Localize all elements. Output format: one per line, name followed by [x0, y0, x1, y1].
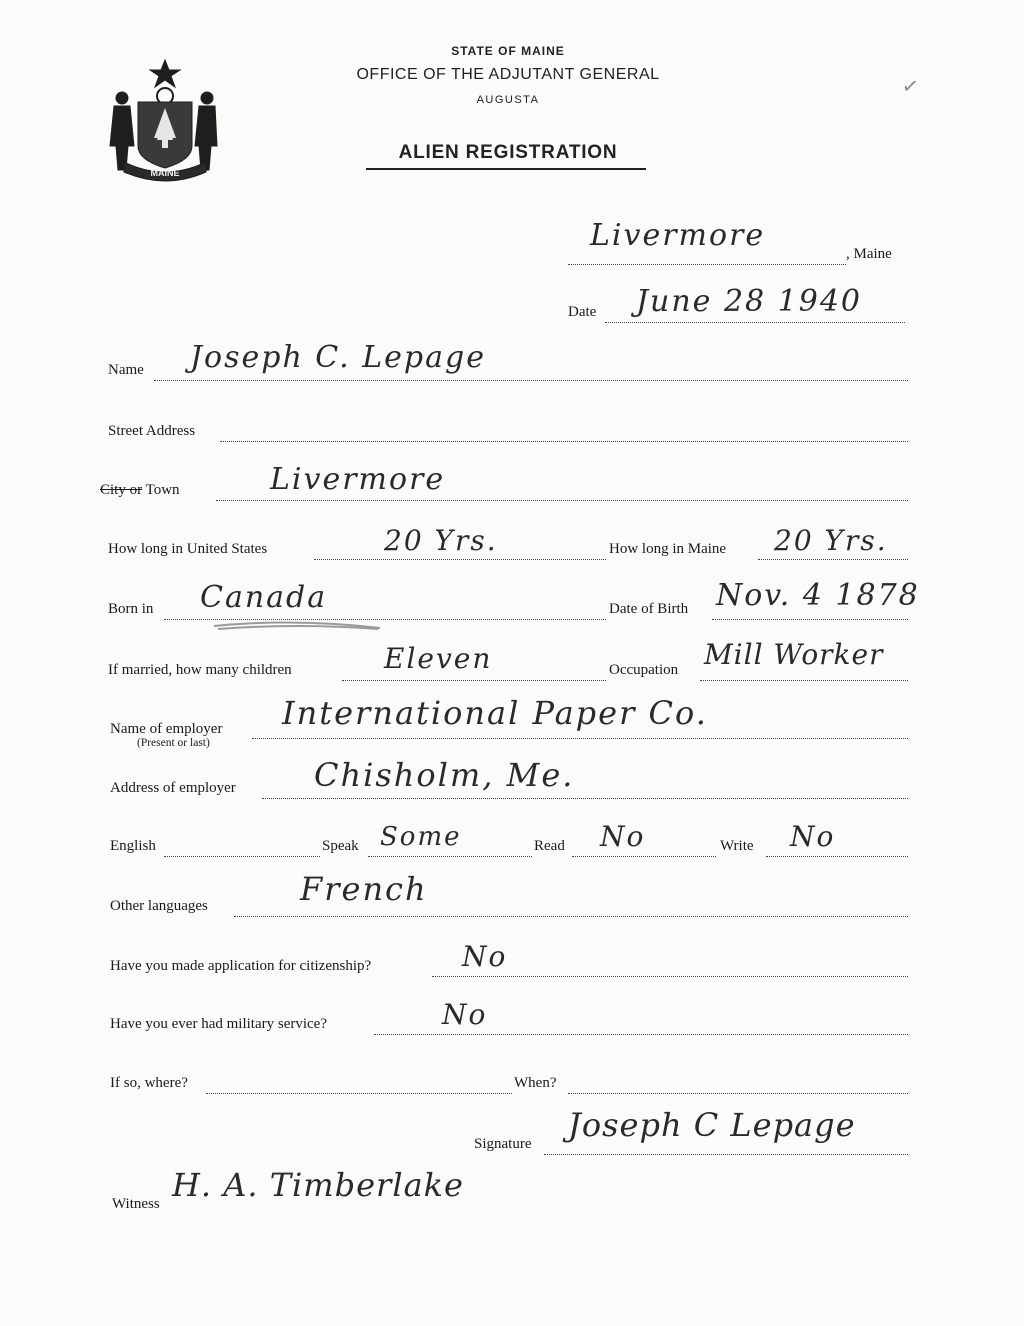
- read-label: Read: [534, 838, 565, 854]
- how-long-maine-line: [758, 559, 908, 560]
- town-value: Livermore: [270, 462, 446, 497]
- name-label: Name: [108, 362, 144, 378]
- citizenship-label: Have you made application for citizenship?: [110, 958, 372, 974]
- military-label: Have you ever had military service?: [110, 1016, 327, 1032]
- header-state: STATE OF MAINE: [451, 44, 565, 58]
- speak-value: Some: [380, 822, 462, 852]
- place-value: Livermore: [590, 218, 766, 253]
- other-languages-line: [234, 916, 908, 917]
- citizenship-line: [432, 976, 908, 977]
- signature-value: Joseph C Lepage: [568, 1106, 856, 1144]
- maine-label: , Maine: [846, 246, 892, 262]
- town-line: [216, 500, 908, 501]
- date-value: June 28 1940: [636, 284, 863, 319]
- how-long-us-label: How long in United States: [108, 541, 268, 557]
- check-mark: ✓: [900, 72, 921, 100]
- children-value: Eleven: [384, 642, 493, 675]
- military-value: No: [442, 998, 488, 1031]
- employer-label: Name of employer: [110, 721, 223, 737]
- when-label: When?: [514, 1075, 557, 1091]
- english-line: [164, 856, 320, 857]
- write-line: [766, 856, 908, 857]
- occupation-value: Mill Worker: [704, 638, 884, 671]
- employer-address-line: [262, 798, 908, 799]
- citizenship-value: No: [462, 940, 508, 973]
- city-town-label: [100, 482, 180, 499]
- name-line: [154, 380, 908, 381]
- street-line: [220, 441, 908, 442]
- header-city: AUGUSTA: [476, 94, 540, 106]
- born-in-value: Canada: [200, 580, 328, 615]
- where-line: [206, 1093, 512, 1094]
- employer-value: International Paper Co.: [282, 694, 708, 732]
- name-value: Joseph C. Lepage: [190, 340, 486, 375]
- speak-line: [368, 856, 532, 857]
- children-label: If married, how many children: [108, 662, 292, 678]
- employer-address-value: Chisholm, Me.: [314, 756, 575, 794]
- header-office: OFFICE OF THE ADJUTANT GENERAL: [356, 66, 660, 83]
- occupation-label: Occupation: [609, 662, 679, 678]
- date-label: Date: [568, 304, 597, 320]
- born-in-label: Born in: [108, 601, 154, 617]
- when-line: [568, 1093, 908, 1094]
- street-label: Street Address: [108, 423, 196, 439]
- dob-label: Date of Birth: [609, 601, 689, 617]
- write-value: No: [790, 820, 836, 853]
- form-title: ALIEN REGISTRATION: [398, 142, 618, 163]
- how-long-maine-value: 20 Yrs.: [774, 524, 888, 557]
- city-or-struck: City or: [100, 482, 143, 498]
- write-label: Write: [720, 838, 754, 854]
- how-long-maine-label: How long in Maine: [609, 541, 727, 557]
- how-long-us-value: 20 Yrs.: [384, 524, 498, 557]
- read-line: [572, 856, 716, 857]
- employer-line: [252, 738, 908, 739]
- children-line: [342, 680, 606, 681]
- how-long-us-line: [314, 559, 606, 560]
- witness-value: H. A. Timberlake: [172, 1166, 464, 1204]
- signature-label: Signature: [474, 1136, 532, 1152]
- seal-text: MAINE: [150, 168, 180, 178]
- date-line: [605, 322, 905, 323]
- employer-note: (Present or last): [137, 737, 210, 749]
- military-line: [374, 1034, 908, 1035]
- english-label: English: [110, 838, 156, 854]
- town-label: Town: [142, 482, 180, 498]
- signature-line: [544, 1154, 908, 1155]
- employer-address-label: Address of employer: [110, 780, 236, 796]
- read-value: No: [600, 820, 646, 853]
- other-languages-label: Other languages: [110, 898, 208, 914]
- title-underline: [366, 168, 646, 170]
- occupation-line: [700, 680, 908, 681]
- speak-label: Speak: [322, 838, 359, 854]
- other-languages-value: French: [300, 870, 428, 908]
- where-label: If so, where?: [110, 1075, 188, 1091]
- witness-label: Witness: [112, 1196, 160, 1212]
- dob-value: Nov. 4 1878: [716, 578, 920, 613]
- place-line: [568, 264, 846, 265]
- pencil-underline-mark: [212, 618, 382, 632]
- dob-line: [712, 619, 908, 620]
- state-seal-icon: [106, 58, 224, 182]
